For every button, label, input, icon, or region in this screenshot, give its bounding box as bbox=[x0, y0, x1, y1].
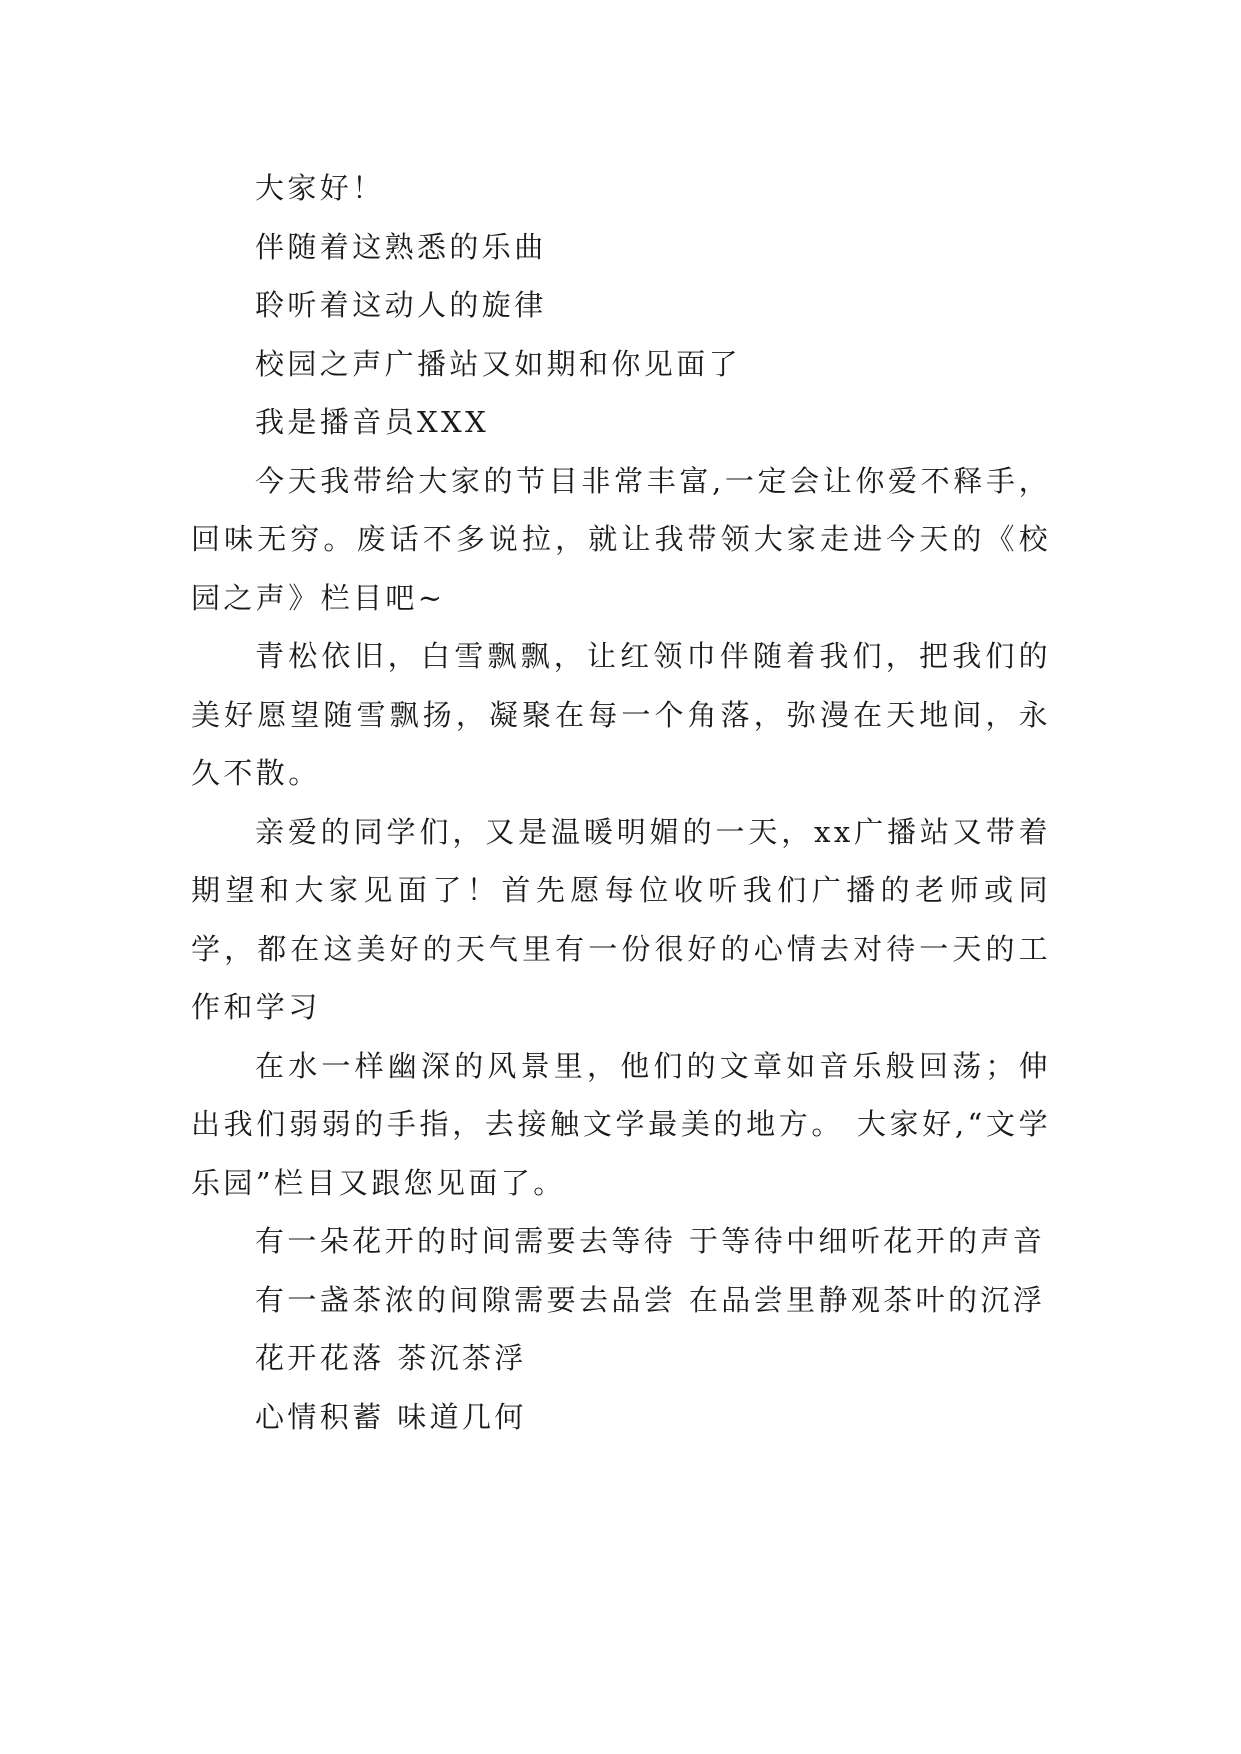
paragraph-station-intro: 校园之声广播站又如期和你见面了 bbox=[255, 346, 742, 381]
paragraph-tea: 有一盏茶浓的间隙需要去品尝 在品尝里静观茶叶的沉浮 bbox=[255, 1282, 1046, 1317]
paragraph-pine-snow: 青松依旧，白雪飘飘，让红领巾伴随着我们，把我们的美好愿望随雪飘扬，凝聚在每一个角落，弥漫在天地间，永久不散。 bbox=[191, 639, 1051, 790]
paragraph-literature-garden: 在水一样幽深的风景里，他们的文章如音乐般回荡；伸出我们弱弱的手指，去接触文学最美的地方。 大家好,“文学乐园”栏目又跟您见面了。 bbox=[191, 1048, 1051, 1200]
paragraph-music: 伴随着这熟悉的乐曲 bbox=[255, 229, 547, 264]
paragraph-program-preview: 今天我带给大家的节目非常丰富,一定会让你爱不释手，回味无穷。废话不多说拉，就让我带领大家走进今天的《校园之声》栏目吧~ bbox=[191, 463, 1051, 615]
paragraph-flower-bloom: 有一朵花开的时间需要去等待 于等待中细听花开的声音 bbox=[255, 1224, 1046, 1258]
paragraph-announcer: 我是播音员XXX bbox=[255, 405, 490, 439]
paragraph-melody: 聆听着这动人的旋律 bbox=[255, 288, 547, 322]
paragraph-greeting-classmates: 亲爱的同学们，又是温暖明媚的一天，xx广播站又带着期望和大家见面了！首先愿每位收听我们广播的老师或同学，都在这美好的天气里有一份很好的心情去对待一天的工作和学习 bbox=[191, 814, 1051, 1024]
document-body bbox=[191, 159, 1051, 1446]
paragraph-flower-tea-short: 花开花落 茶沉茶浮 bbox=[255, 1341, 527, 1375]
paragraph-mood: 心情积蓄 味道几何 bbox=[255, 1399, 527, 1434]
paragraph-greeting: 大家好！ bbox=[255, 171, 385, 205]
